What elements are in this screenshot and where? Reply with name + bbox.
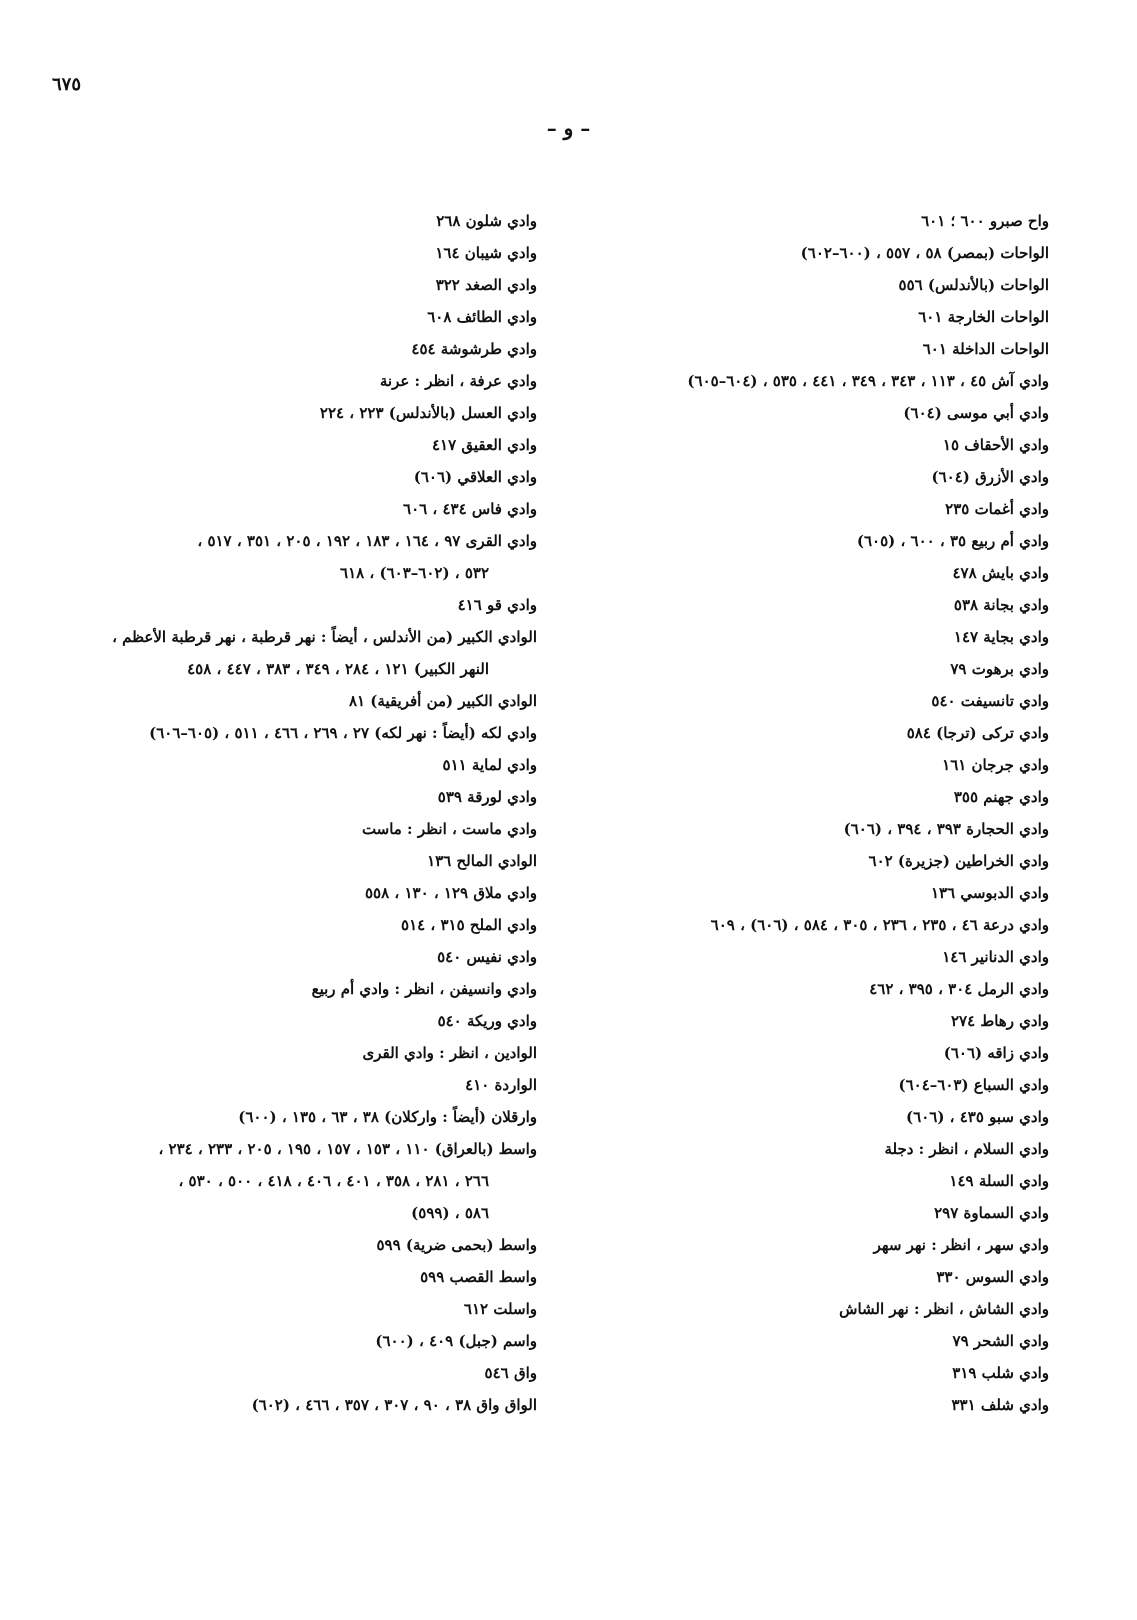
index-entry: وادي العسل (بالأندلس) ٢٢٣ ، ٢٢٤ bbox=[319, 404, 537, 422]
index-entry: وادي الأحقاف ١٥ bbox=[942, 436, 1049, 454]
index-entry: وادي سبو ٤٣٥ ، (٦٠٦) bbox=[906, 1108, 1049, 1126]
index-entry: وادي بايش ٤٧٨ bbox=[952, 564, 1049, 582]
index-entry: وادي لماية ٥١١ bbox=[442, 756, 537, 774]
index-entry: ٥٨٦ ، (٥٩٩) bbox=[411, 1204, 489, 1222]
index-entry: وادي الحجارة ٣٩٣ ، ٣٩٤ ، (٦٠٦) bbox=[843, 820, 1049, 838]
index-entry: واسم (جبل) ٤٠٩ ، (٦٠٠) bbox=[375, 1332, 537, 1350]
index-entry: وادي ماست ، انظر : ماست bbox=[361, 820, 537, 838]
index-entry: وادي الخراطين (جزيرة) ٦٠٢ bbox=[868, 852, 1049, 870]
index-entry: الواحات الخارجة ٦٠١ bbox=[918, 308, 1049, 326]
index-entry: وادي وانسيفن ، انظر : وادي أم ربيع bbox=[311, 980, 537, 998]
index-entry: وادي رهاط ٢٧٤ bbox=[950, 1012, 1049, 1030]
index-entry: وادي الصغد ٣٢٢ bbox=[435, 276, 537, 294]
index-entry: وادي القرى ٩٧ ، ١٦٤ ، ١٨٣ ، ١٩٢ ، ٢٠٥ ، ٣٥١ ، ٥١٧ ، bbox=[197, 532, 537, 550]
index-entry: واسط (بحمى ضرية) ٥٩٩ bbox=[376, 1236, 537, 1254]
index-entry: وادي زاقه (٦٠٦) bbox=[943, 1044, 1049, 1062]
index-entry: وادي وريكة ٥٤٠ bbox=[437, 1012, 537, 1030]
index-entry: واق ٥٤٦ bbox=[484, 1364, 537, 1382]
index-entry: وادي أبي موسى (٦٠٤) bbox=[903, 404, 1049, 422]
index-entry: وادي سهر ، انظر : نهر سهر bbox=[873, 1236, 1049, 1254]
index-entry: وادي السماوة ٢٩٧ bbox=[934, 1204, 1049, 1222]
index-entry: وادي أغمات ٢٣٥ bbox=[945, 500, 1049, 518]
index-entry: الوادي المالح ١٣٦ bbox=[427, 852, 537, 870]
index-entry: واسط (بالعراق) ١١٠ ، ١٥٣ ، ١٥٧ ، ١٩٥ ، ٢٠٥ ، ٢٣٣ ، ٢٣٤ ، bbox=[158, 1140, 537, 1158]
index-entry: وادي العقيق ٤١٧ bbox=[431, 436, 537, 454]
index-entry: وادي عرفة ، انظر : عرنة bbox=[379, 372, 537, 390]
index-column-left bbox=[32, 205, 537, 1421]
index-entry: ٥٣٢ ، (٦٠٢–٦٠٣) ، ٦١٨ bbox=[340, 564, 489, 582]
index-entry: النهر الكبير) ١٢١ ، ٢٨٤ ، ٣٤٩ ، ٣٨٣ ، ٤٤٧ ، ٤٥٨ bbox=[187, 660, 489, 678]
index-entry: وادي بجاية ١٤٧ bbox=[953, 628, 1049, 646]
index-entry: وادي شلب ٣١٩ bbox=[952, 1364, 1049, 1382]
index-entry: وادي لكه (أيضاً : نهر لكه) ٢٧ ، ٢٦٩ ، ٤٦٦ ، ٥١١ ، (٦٠٥–٦٠٦) bbox=[149, 724, 537, 742]
index-entry: الوادين ، انظر : وادي القرى bbox=[362, 1044, 537, 1062]
index-entry: الواق واق ٣٨ ، ٩٠ ، ٣٠٧ ، ٣٥٧ ، ٤٦٦ ، (٦٠٢) bbox=[251, 1396, 537, 1414]
index-entry: وادي الشحر ٧٩ bbox=[952, 1332, 1049, 1350]
index-entry: وادي بجانة ٥٣٨ bbox=[953, 596, 1049, 614]
index-entry: وادي الطائف ٦٠٨ bbox=[427, 308, 537, 326]
index-entry: وادي شلون ٢٦٨ bbox=[436, 212, 537, 230]
index-column-right bbox=[549, 205, 1049, 1421]
index-entry: وادي الدبوسي ١٣٦ bbox=[930, 884, 1049, 902]
index-entry: وادي ملاق ١٢٩ ، ١٣٠ ، ٥٥٨ bbox=[364, 884, 537, 902]
index-entry: وادي الأزرق (٦٠٤) bbox=[931, 468, 1049, 486]
index-entry: وادي السوس ٣٣٠ bbox=[936, 1268, 1049, 1286]
index-entry: وادي الرمل ٣٠٤ ، ٣٩٥ ، ٤٦٢ bbox=[869, 980, 1049, 998]
index-entry: واح صبرو ٦٠٠ ؛ ٦٠١ bbox=[921, 212, 1049, 230]
index-entry: وادي طرشوشة ٤٥٤ bbox=[411, 340, 537, 358]
index-entry: وادي السلة ١٤٩ bbox=[949, 1172, 1049, 1190]
section-letter-heading: – و – bbox=[546, 116, 591, 140]
index-entry: الواحات الداخلة ٦٠١ bbox=[922, 340, 1049, 358]
index-entry: وادي الدنانير ١٤٦ bbox=[942, 948, 1049, 966]
index-entry: وادي العلاقي (٦٠٦) bbox=[413, 468, 537, 486]
index-entry: وادي برهوت ٧٩ bbox=[950, 660, 1049, 678]
index-entry: وادي آش ٤٥ ، ١١٣ ، ٣٤٣ ، ٣٤٩ ، ٤٤١ ، ٥٣٥ ، (٦٠٤–٦٠٥) bbox=[687, 372, 1049, 390]
index-entry: واسط القصب ٥٩٩ bbox=[420, 1268, 537, 1286]
index-entry: وادي لورقة ٥٣٩ bbox=[437, 788, 537, 806]
page-number: ٦٧٥ bbox=[52, 74, 82, 95]
index-entry: وادي درعة ٤٦ ، ٢٣٥ ، ٢٣٦ ، ٣٠٥ ، ٥٨٤ ، (٦٠٦) ، ٦٠٩ bbox=[710, 916, 1049, 934]
index-entry: وادي جرجان ١٦١ bbox=[942, 756, 1049, 774]
index-entry: وادي شلف ٣٣١ bbox=[951, 1396, 1049, 1414]
index-entry: وادي الشاش ، انظر : نهر الشاش bbox=[839, 1300, 1049, 1318]
index-entry: وادي السباع (٦٠٣–٦٠٤) bbox=[898, 1076, 1049, 1094]
index-entry: وادي تانسيفت ٥٤٠ bbox=[931, 692, 1049, 710]
index-entry: وادي تركى (ترجا) ٥٨٤ bbox=[906, 724, 1049, 742]
index-entry: الواحات (بمصر) ٥٨ ، ٥٥٧ ، (٦٠٠–٦٠٢) bbox=[800, 244, 1049, 262]
index-entry: واسلت ٦١٢ bbox=[463, 1300, 537, 1318]
index-entry: وارقلان (أيضاً : واركلان) ٣٨ ، ٦٣ ، ١٣٥ ، (٦٠٠) bbox=[238, 1108, 537, 1126]
index-entry: وادي الملح ٣١٥ ، ٥١٤ bbox=[401, 916, 537, 934]
index-entry: وادي نفيس ٥٤٠ bbox=[437, 948, 537, 966]
index-entry: الواردة ٤١٠ bbox=[465, 1076, 537, 1094]
index-entry: وادي قو ٤١٦ bbox=[457, 596, 537, 614]
index-entry: الوادي الكبير (من أفريقية) ٨١ bbox=[348, 692, 537, 710]
index-entry: وادي جهنم ٣٥٥ bbox=[953, 788, 1049, 806]
index-entry: وادي فاس ٤٣٤ ، ٦٠٦ bbox=[403, 500, 537, 518]
index-entry: وادي شيبان ١٦٤ bbox=[435, 244, 537, 262]
index-entry: الواحات (بالأندلس) ٥٥٦ bbox=[898, 276, 1049, 294]
index-entry: الوادي الكبير (من الأندلس ، أيضاً : نهر قرطبة ، نهر قرطبة الأعظم ، bbox=[112, 628, 537, 646]
index-entry: ٢٦٦ ، ٢٨١ ، ٣٥٨ ، ٤٠١ ، ٤٠٦ ، ٤١٨ ، ٥٠٠ ، ٥٣٠ ، bbox=[178, 1172, 489, 1190]
index-entry: وادي السلام ، انظر : دجلة bbox=[884, 1140, 1049, 1158]
index-entry: وادي أم ربيع ٣٥ ، ٦٠٠ ، (٦٠٥) bbox=[856, 532, 1049, 550]
